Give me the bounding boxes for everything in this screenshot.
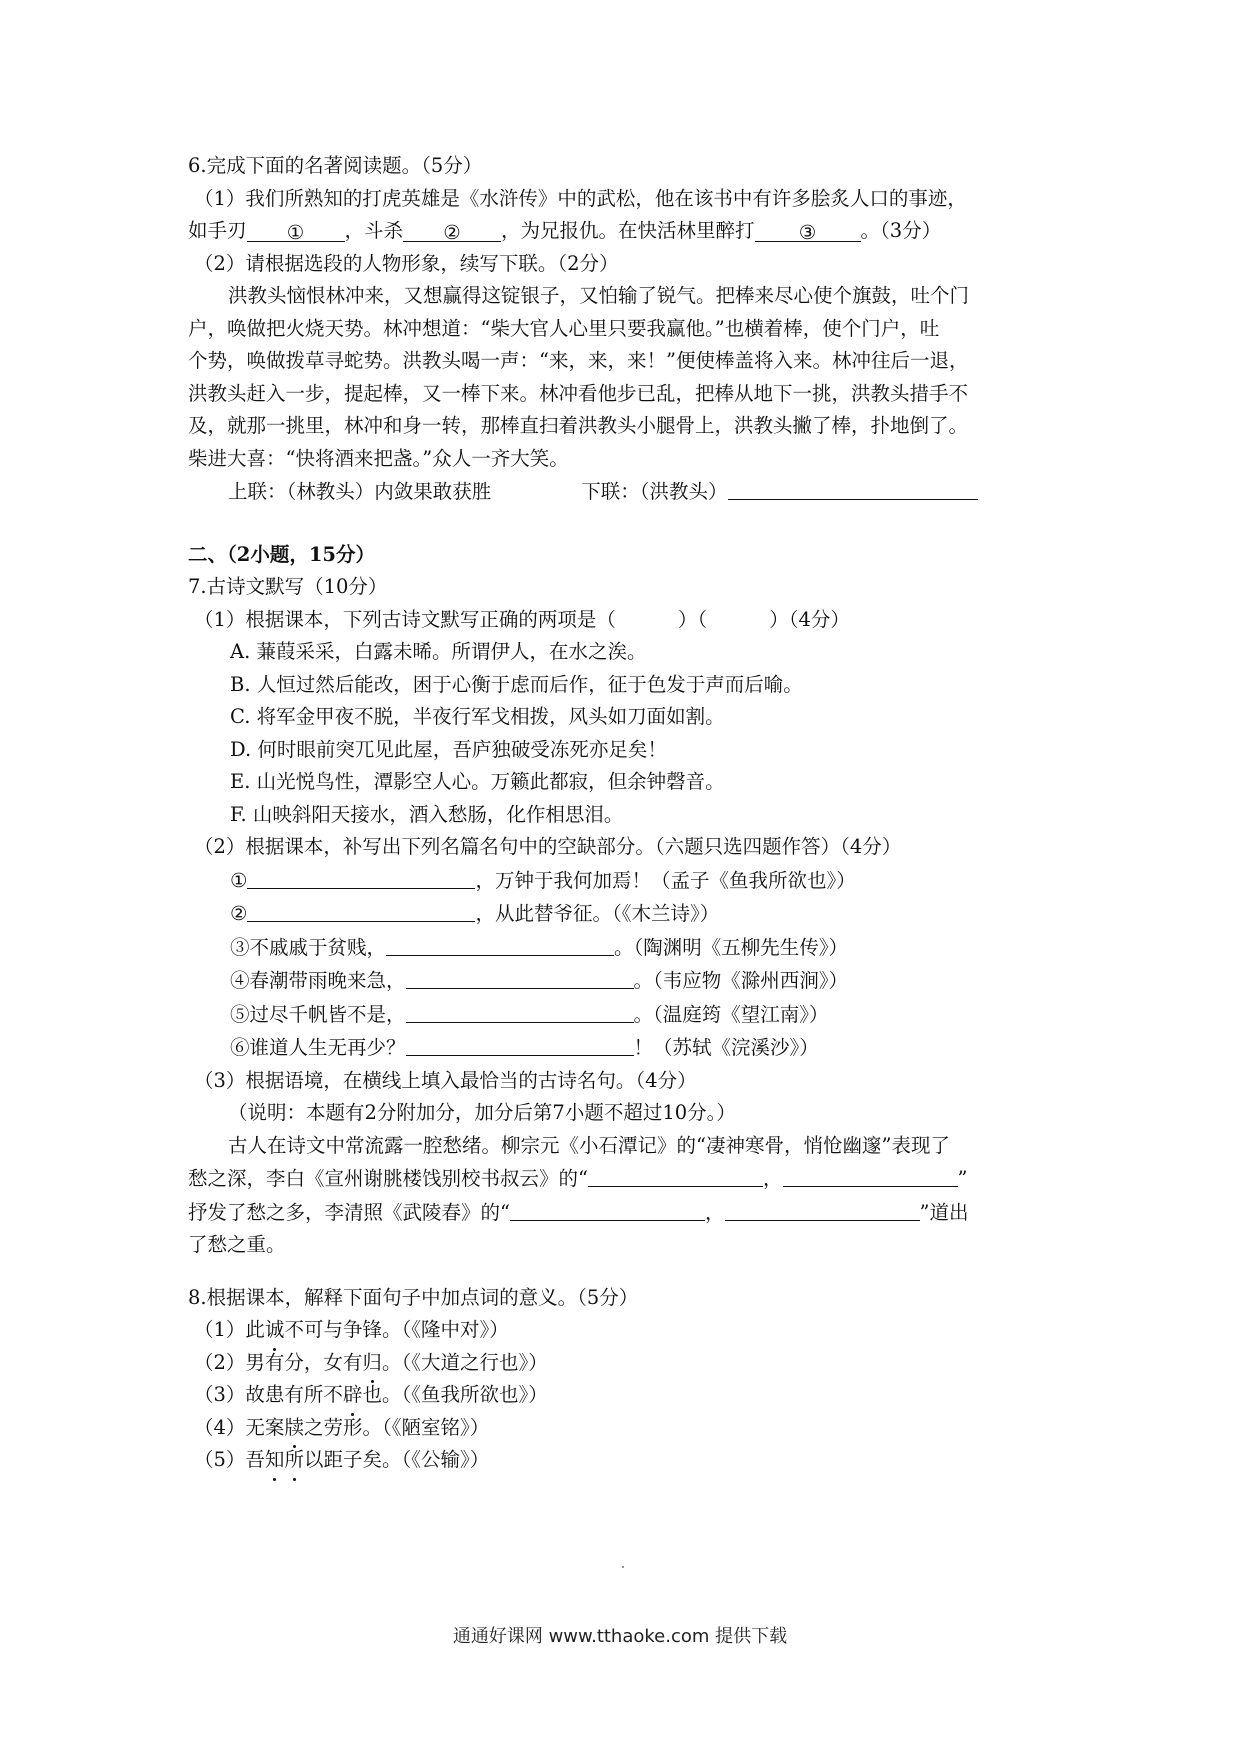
text-segment: （5）吾 — [194, 1448, 265, 1471]
text-segment: 不可与争锋。（《隆中对》） — [284, 1318, 509, 1341]
exam-page — [188, 150, 1068, 1477]
option-f: F. 山映斜阳天接水，酒入愁肠，化作相思泪。 — [230, 802, 624, 826]
fill-blank[interactable] — [406, 964, 634, 989]
fill-suffix: ，万钟于我何加焉！（孟子《鱼我所欲也》） — [475, 868, 856, 892]
fill-suffix: ！（苏轼《浣溪沙》） — [633, 1036, 819, 1059]
text-segment: ，为兄报仇。在快活林里醉打 — [501, 219, 755, 242]
text-segment: （3）故患有所不 — [194, 1383, 343, 1406]
text-segment: ）（4分） — [769, 607, 850, 631]
option-d: D. 何时眼前突兀见此屋，吾庐独破受冻死亦足矣！ — [230, 737, 667, 761]
blank-number: ① — [286, 221, 305, 244]
option-c: C. 将军金甲夜不脱，半夜行军戈相拨，风头如刀面如割。 — [230, 705, 725, 728]
text-segment: ）（ — [677, 607, 708, 631]
passage-line: 个势，唤做拨草寻蛇势。洪教头喝一声：“来，来，来！”便使棒盖将入来。林冲往后一退， — [188, 349, 969, 372]
fill-prefix: ③不戚戚于贫贱， — [230, 935, 387, 959]
q7-part2: （2）根据课本，补写出下列名篇名句中的空缺部分。（六题只选四题作答）（4分） — [194, 835, 902, 858]
fill-suffix: 。（陶渊明《五柳先生传》） — [614, 935, 849, 959]
option-b: B. 人恒过然后能改，困于心衡于虑而后作，征于色发于声而后喻。 — [230, 672, 803, 696]
text-segment: 。（《大道之行也》） — [381, 1350, 548, 1374]
text-segment: 如手刃 — [188, 219, 247, 242]
q7-note: （说明：本题有2分附加分，加分后第7小题不超过10分。） — [228, 1101, 736, 1124]
text-segment: （4）无案 — [194, 1415, 285, 1439]
poem-blank-3[interactable] — [510, 1196, 705, 1221]
q8-item-4 — [188, 1412, 1068, 1445]
dotted-word: 归 — [362, 1347, 382, 1380]
fill-suffix: 。（韦应物《滁州西涧》） — [633, 969, 849, 992]
option-e: E. 山光悦鸟性，潭影空人心。万籁此都寂，但余钟磬音。 — [230, 770, 725, 793]
q7-part3: （3）根据语境，在横线上填入最恰当的古诗名句。（4分） — [194, 1068, 697, 1092]
fill-item-2 — [188, 897, 1068, 931]
text-segment: ，斗杀 — [344, 219, 404, 242]
fill-prefix: ② — [230, 902, 248, 925]
dotted-word: 辟 — [343, 1379, 363, 1412]
dotted-word: 所 — [284, 1444, 304, 1477]
passage-line: 洪教头恼恨林冲来，又想赢得这锭银子，又怕输了锐气。把棒来尽心使个旗鼓，吐个门 — [228, 284, 970, 307]
dotted-word: 知 — [265, 1444, 285, 1477]
answer-blank-3[interactable] — [755, 217, 861, 242]
option-a: A. 蒹葭采采，白露未晞。所谓伊人，在水之涘。 — [230, 640, 647, 663]
q7-fill-list — [188, 864, 1068, 1065]
text-segment: 也。（《鱼我所欲也》） — [362, 1383, 548, 1406]
text-segment: 抒发了愁之多，李清照《武陵春》的“ — [188, 1200, 510, 1224]
q7-context-line1: 古人在诗文中常流露一腔愁绪。柳宗元《小石潭记》的“凄神寒骨，悄怆幽邃”表现了 — [228, 1133, 950, 1157]
text-segment: 之劳形。（《陋室铭》） — [303, 1415, 490, 1439]
fill-suffix: 。（温庭筠《望江南》） — [633, 1002, 829, 1026]
fill-prefix: ⑤过尽千帆皆不是， — [230, 1002, 406, 1026]
text-segment: （1）根据课本，下列古诗文默写正确的两项是（ — [194, 607, 616, 631]
text-segment: 愁之深，李白《宣州谢朓楼饯别校书叔云》的“ — [188, 1167, 588, 1190]
q6-part1-line1: （1）我们所熟知的打虎英雄是《水浒传》中的武松，他在该书中有许多脍炙人口的事迹， — [194, 186, 967, 210]
text-segment: （2）男有分，女有 — [194, 1350, 363, 1374]
q7-context-line4: 了愁之重。 — [188, 1233, 286, 1256]
text-segment: 以距子矣。（《公输》） — [303, 1448, 490, 1471]
section-2-title: 二、（2小题，15分） — [188, 542, 375, 566]
q6-part1-line2 — [188, 215, 1068, 248]
blank-number: ② — [443, 221, 461, 244]
spacer — [188, 1262, 1068, 1282]
passage-line: 及，就那一挑里，林冲和身一转，那棒直扫着洪教头小腿骨上，洪教头撇了棒，扑地倒了。 — [188, 414, 969, 437]
passage-line: 柴进大喜：“快将酒来把盏。”众人一齐大笑。 — [188, 446, 569, 470]
answer-blank-1[interactable] — [247, 217, 345, 242]
fill-item-5 — [188, 998, 1068, 1032]
fill-blank[interactable] — [247, 897, 475, 922]
couplet-lower-label: 下联：（洪教头） — [581, 480, 728, 503]
fill-prefix: ⑥谁道人生无再少？ — [230, 1036, 406, 1059]
text-segment: ， — [762, 1167, 783, 1190]
answer-blank-2[interactable] — [403, 217, 501, 242]
q7-options — [188, 636, 1068, 831]
passage-line: 户，唤做把火烧天势。林冲想道：“柴大官人心里只要我赢他。”也横着棒，使个门户，吐 — [188, 316, 940, 340]
passage-line: 洪教头赶入一步，提起棒，又一棒下来。林冲看他步已乱，把棒从地下一挑，洪教头措手不 — [188, 381, 969, 405]
text-segment: ”道出 — [919, 1200, 969, 1224]
q8-title: 8.根据课本，解释下面句子中加点词的意义。（5分） — [188, 1285, 639, 1309]
fill-item-3 — [188, 931, 1068, 965]
dotted-word: 诚 — [265, 1314, 285, 1347]
poem-blank-4[interactable] — [725, 1196, 920, 1221]
q8-item-3 — [188, 1379, 1068, 1412]
q7-context-line3 — [188, 1196, 1068, 1230]
q6-title: 6.完成下面的名著阅读题。（5分） — [188, 154, 483, 177]
fill-suffix: ，从此替爷征。（《木兰诗》） — [475, 902, 720, 925]
q7-context-line2 — [188, 1162, 1068, 1196]
dotted-word: 牍 — [284, 1412, 304, 1445]
page-footer: 通通好课网 www.tthaoke.com 提供下载 — [452, 1626, 788, 1647]
scan-speck — [622, 1566, 624, 1568]
poem-blank-2[interactable] — [783, 1162, 958, 1187]
fill-item-6 — [188, 1031, 1068, 1065]
fill-blank[interactable] — [386, 931, 614, 956]
text-segment: ， — [704, 1200, 725, 1224]
q8-item-5 — [188, 1444, 1068, 1477]
poem-blank-1[interactable] — [588, 1162, 763, 1187]
couplet-row — [188, 475, 1068, 509]
text-segment: ” — [957, 1167, 968, 1190]
text-segment: 。（3分） — [860, 219, 942, 242]
fill-item-1 — [188, 864, 1068, 898]
couplet-lower-blank[interactable] — [728, 475, 978, 500]
q6-part2: （2）请根据选段的人物形象，续写下联。（2分） — [194, 251, 619, 275]
spacer — [188, 509, 1068, 539]
text-segment: （1）此 — [194, 1318, 265, 1341]
fill-blank[interactable] — [406, 998, 634, 1023]
q8-item-1 — [188, 1314, 1068, 1347]
q7-title: 7.古诗文默写（10分） — [188, 575, 388, 598]
fill-item-4 — [188, 964, 1068, 998]
fill-blank[interactable] — [247, 864, 475, 889]
fill-prefix: ① — [230, 868, 248, 892]
q8-item-2 — [188, 1347, 1068, 1380]
fill-blank[interactable] — [406, 1031, 634, 1056]
couplet-upper: 上联：（林教头）内敛果敢获胜 — [228, 480, 492, 503]
fill-prefix: ④春潮带雨晚来急， — [230, 969, 406, 992]
q6-passage — [188, 280, 1068, 475]
q7-part1 — [188, 604, 1068, 637]
blank-number: ③ — [798, 221, 817, 244]
